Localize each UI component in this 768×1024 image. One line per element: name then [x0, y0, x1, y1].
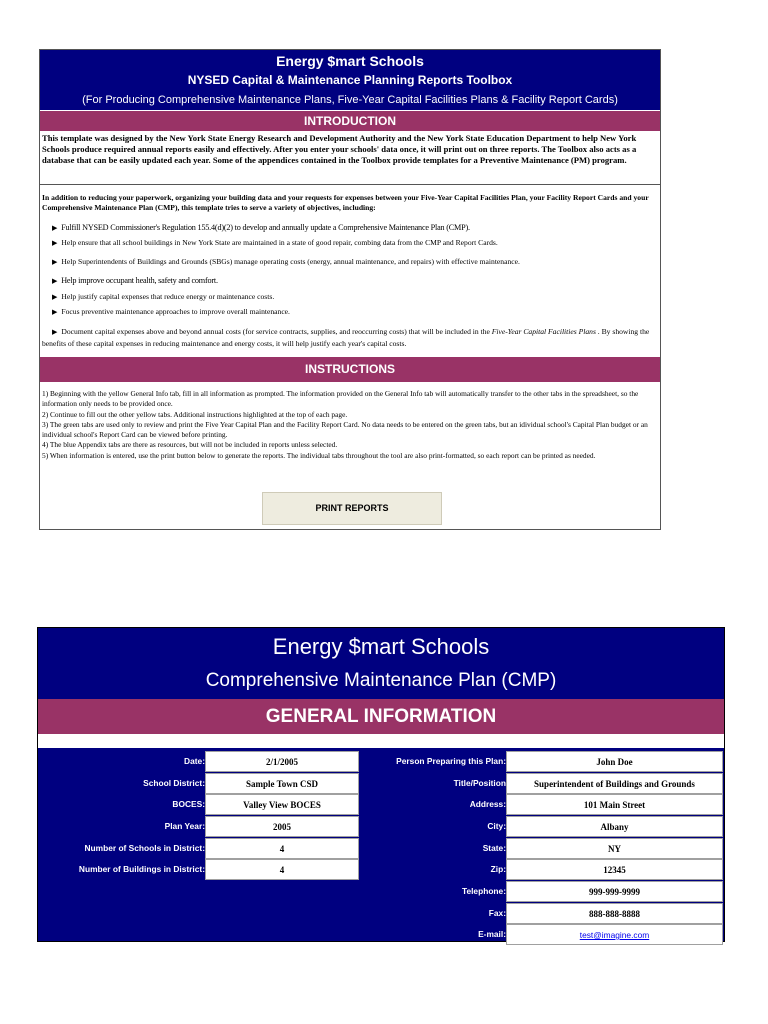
instruction-item: 3) The green tabs are used only to review and print the Five Year Capital Plan and the Facility Report Card. No data needs to be entered on the green tabs, but an idividual school's Capital Plan budget or an individual school's Report Card can be viewed before printing. [42, 419, 648, 440]
school-district-label: School District: [143, 778, 205, 788]
bullet-arrow-icon: ▶ [52, 328, 58, 336]
telephone-field[interactable]: 999-999-9999 [506, 881, 723, 902]
objective-item [52, 238, 658, 248]
objective-text: Fulfill NYSED Commissioner's Regulation 155.4(d)(2) to develop and annually update a Comprehensive Maintenance Plan (CMP). [61, 223, 470, 232]
number-of-buildings-field[interactable]: 4 [205, 859, 359, 880]
fax-label: Fax: [488, 908, 506, 918]
objective-text: Help improve occupant health, safety and comfort. [61, 276, 218, 285]
number-of-schools-label: Number of Schools in District: [84, 843, 205, 853]
instructions-heading: INSTRUCTIONS [40, 357, 660, 382]
boces-field[interactable]: Valley View BOCES [205, 794, 359, 815]
bullet-arrow-icon: ▶ [52, 258, 58, 266]
boces-label: BOCES: [172, 799, 205, 809]
introduction-text: This template was designed by the New York State Energy Research and Development Authority and the New York State Education Department to help New York Schools produce required annual reports easily and effectively. After you enter your schools' data once, it will print out on three reports. The Toolbox also acts as a database that can be easily updated each year. Some of the appendices contained in the Toolbox provide templates for a Preventive Maintenance (PM) program. [42, 133, 637, 166]
objective-item [42, 326, 658, 349]
zip-field[interactable]: 12345 [506, 859, 723, 880]
bullet-arrow-icon: ▶ [52, 308, 58, 316]
objective-italic-text: Five-Year Capital Facilities Plans [491, 327, 596, 336]
toolbox-subtitle-note: (For Producing Comprehensive Maintenance Plans, Five-Year Capital Facilities Plans & Facility Report Cards) [82, 94, 618, 106]
email-link[interactable]: test@imagine.com [506, 924, 723, 945]
introduction-heading: INTRODUCTION [40, 111, 660, 131]
section-divider [40, 184, 660, 185]
plan-year-field[interactable]: 2005 [205, 816, 359, 837]
school-district-field[interactable]: Sample Town CSD [205, 773, 359, 794]
spacer-row [38, 734, 724, 748]
date-field[interactable]: 2/1/2005 [205, 751, 359, 772]
state-label: State: [482, 843, 506, 853]
instructions-list [42, 389, 658, 461]
cmp-sheet [37, 627, 725, 942]
objective-text: Focus preventive maintenance approaches to improve overall maintenance. [61, 307, 290, 316]
instruction-item: 5) When information is entered, use the print button below to generate the reports. The individual tabs throughout the tool are also print-formatted, so each report can be printed as needed. [42, 450, 596, 460]
state-field[interactable]: NY [506, 838, 723, 859]
objective-item [52, 276, 658, 286]
person-preparing-label: Person Preparing this Plan: [396, 756, 506, 766]
instruction-item: 1) Beginning with the yellow General Info tab, fill in all information as prompted. The information provided on the General Info tab will automatically transfer to the other tabs in the spreadsheet, so the information only needs to be provided once. [42, 389, 639, 409]
objective-item [52, 307, 658, 317]
objective-item [52, 223, 658, 233]
bullet-arrow-icon: ▶ [52, 293, 58, 301]
telephone-label: Telephone: [461, 886, 506, 896]
cmp-title: Energy $mart Schools [272, 634, 490, 659]
city-field[interactable]: Albany [506, 816, 723, 837]
objective-text: Help Superintendents of Buildings and Grounds (SBGs) manage operating costs (energy, annual maintenance, and repairs) with effective maintenance. [61, 257, 520, 266]
fax-field[interactable]: 888-888-8888 [506, 903, 723, 924]
toolbox-header [40, 50, 660, 110]
number-of-buildings-label: Number of Buildings in District: [78, 864, 205, 874]
plan-year-label: Plan Year: [164, 821, 205, 831]
title-position-field[interactable]: Superintendent of Buildings and Grounds [506, 773, 723, 794]
address-field[interactable]: 101 Main Street [506, 794, 723, 815]
toolbox-sheet [39, 49, 661, 530]
print-reports-button[interactable]: PRINT REPORTS [262, 492, 442, 525]
objective-item [52, 292, 658, 302]
objective-text: Help justify capital expenses that reduce energy or maintenance costs. [61, 292, 275, 301]
instruction-item: 2) Continue to fill out the other yellow tabs. Additional instructions highlighted at the top of each page. [42, 409, 348, 419]
bullet-arrow-icon: ▶ [52, 224, 58, 232]
objective-item [52, 257, 658, 267]
title-position-label: Title/Position [453, 778, 506, 788]
address-label: Address: [469, 799, 506, 809]
person-preparing-field[interactable]: John Doe [506, 751, 723, 772]
instruction-item: 4) The blue Appendix tabs are there as resources, but will not be included in reports unless selected. [42, 440, 338, 450]
toolbox-subtitle: NYSED Capital & Maintenance Planning Reports Toolbox [187, 73, 513, 87]
objectives-intro: In addition to reducing your paperwork, organizing your building data and your requests for expenses between your Five-Year Capital Facilities Plan, your Facility Report Cards and your Comprehensive Maintenance Plan (CMP), this template tries to serve a variety of objectives, including: [42, 193, 649, 213]
bullet-arrow-icon: ▶ [52, 239, 58, 247]
date-label: Date: [184, 756, 205, 766]
cmp-subtitle: Comprehensive Maintenance Plan (CMP) [205, 670, 557, 691]
general-information-heading: GENERAL INFORMATION [38, 699, 724, 734]
objective-text: Help ensure that all school buildings in New York State are maintained in a state of good repair, combing data from the CMP and Report Cards. [61, 238, 498, 247]
zip-label: Zip: [490, 864, 506, 874]
number-of-schools-field[interactable]: 4 [205, 838, 359, 859]
objective-text-cont: . By showing the benefits of these capital expenses in reducing maintenance and energy costs, it will help justify each year's capital costs. [42, 327, 650, 348]
toolbox-title: Energy $mart Schools [276, 53, 424, 69]
city-label: City: [487, 821, 506, 831]
objective-text: Document capital expenses above and beyond annual costs (for service contracts, supplies, and reoccurring costs) that will be included in the [61, 327, 492, 336]
email-label: E-mail: [478, 929, 506, 939]
bullet-arrow-icon: ▶ [52, 277, 58, 285]
